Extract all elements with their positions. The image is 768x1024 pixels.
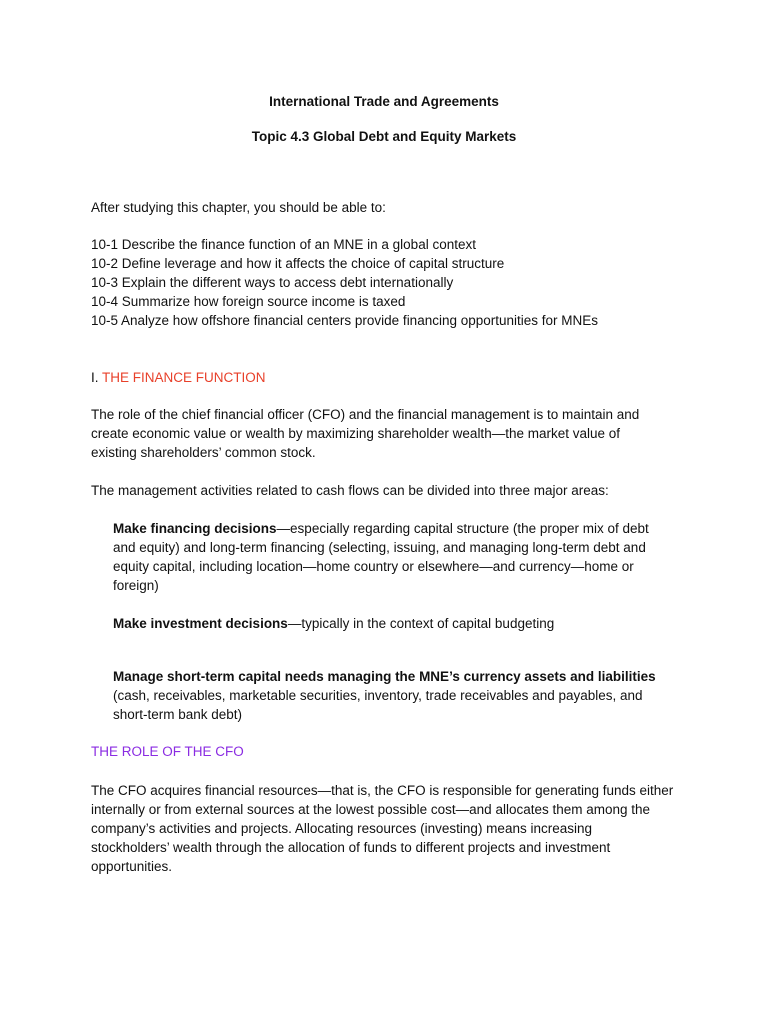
objectives-intro: After studying this chapter, you should be able to: [91, 200, 386, 215]
investment-decisions-line [113, 614, 554, 633]
paragraph-line: short-term bank debt) [113, 707, 243, 722]
paragraph-line: stockholders’ wealth through the allocation of funds to different projects and investment [91, 840, 611, 855]
paragraph-line: internally or from external sources at the lowest possible cost—and allocates them among the [91, 802, 651, 817]
paragraph-line: The CFO acquires financial resources—that is, the CFO is responsible for generating funds either [91, 783, 674, 798]
objective-item: 10-5 Analyze how offshore financial centers provide financing opportunities for MNEs [91, 313, 599, 328]
document-title: International Trade and Agreements [269, 94, 499, 109]
section-heading-role-of-cfo: THE ROLE OF THE CFO [91, 744, 244, 759]
paragraph-line: existing shareholders’ common stock. [91, 445, 316, 460]
paragraph-line: create economic value or wealth by maximizing shareholder wealth—the market value of [91, 426, 621, 441]
investment-decisions-desc: —typically in the context of capital budgeting [287, 616, 555, 631]
financing-decisions-term: Make financing decisions [113, 521, 277, 536]
paragraph-line: opportunities. [91, 859, 173, 874]
topic-title: Topic 4.3 Global Debt and Equity Markets [251, 129, 517, 144]
section-heading-text: THE FINANCE FUNCTION [102, 370, 266, 385]
paragraph-line: and equity) and long-term financing (selecting, issuing, and managing long-term debt and [113, 540, 646, 555]
paragraph-line: The management activities related to cash flows can be divided into three major areas: [91, 483, 609, 498]
section-numeral: I. [91, 370, 103, 385]
objective-item: 10-3 Explain the different ways to access debt internationally [91, 275, 454, 290]
paragraph-line: (cash, receivables, marketable securities, inventory, trade receivables and payables, and [113, 688, 643, 703]
financing-decisions-desc: —especially regarding capital structure (the proper mix of debt [276, 521, 649, 536]
investment-decisions-term: Make investment decisions [113, 616, 288, 631]
short-term-capital-term: Manage short-term capital needs managing the MNE’s currency assets and liabilities [113, 669, 656, 684]
objective-item: 10-4 Summarize how foreign source income is taxed [91, 294, 406, 309]
objective-item: 10-1 Describe the finance function of an MNE in a global context [91, 237, 476, 252]
short-term-capital-line [113, 667, 656, 686]
paragraph-line: equity capital, including location—home country or elsewhere—and currency—home or [113, 559, 634, 574]
paragraph-line: foreign) [113, 578, 159, 593]
objective-item: 10-2 Define leverage and how it affects the choice of capital structure [91, 256, 505, 271]
section-heading-finance-function [91, 368, 266, 387]
financing-decisions-line [113, 519, 649, 538]
paragraph-line: company’s activities and projects. Allocating resources (investing) means increasing [91, 821, 592, 836]
paragraph-line: The role of the chief financial officer (CFO) and the financial management is to maintain and [91, 407, 640, 422]
